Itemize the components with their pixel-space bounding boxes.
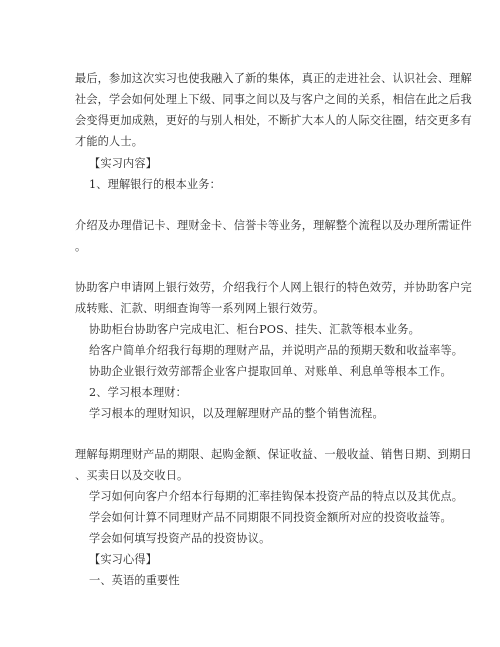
paragraph-line: 理解每期理财产品的期限、起购金额、保证收益、一般收益、销售日期、到期日 <box>75 448 472 461</box>
paragraph-line: 学习如何向客户介绍本行每期的汇率挂钩保本投资产品的特点以及其优点。 <box>89 490 464 503</box>
paragraph-line: 会变得更加成熟，更好的与别人相处，不断扩大本人的人际交往圈，结交更多有 <box>75 114 472 127</box>
paragraph-line: 介绍及办理借记卡、理财金卡、信誉卡等业务，理解整个流程以及办理所需证件 <box>75 219 472 232</box>
paragraph-line: 协助客户申请网上银行效劳，介绍我行个人网上银行的特色效劳，并协助客户完 <box>75 281 472 294</box>
paragraph-line: 学习根本的理财知识，以及理解理财产品的整个销售流程。 <box>89 407 384 420</box>
subheading-financial-management: 2、学习根本理财： <box>89 386 187 399</box>
paragraph-line: 学会如何计算不同理财产品不同期限不同投资金额所对应的投资收益等。 <box>89 511 452 524</box>
section-heading-internship-content: 【实习内容】 <box>89 157 158 170</box>
paragraph-line: 成转账、汇款、明细查询等一系列网上银行效劳。 <box>75 302 325 315</box>
paragraph-line: 、买卖日以及交收日。 <box>75 469 189 482</box>
subheading-english-importance: 一、英语的重要性 <box>89 574 180 587</box>
section-heading-internship-reflections: 【实习心得】 <box>89 553 158 566</box>
paragraph-line: 社会，学会如何处理上下级、同事之间以及与客户之间的关系，相信在此之后我 <box>75 93 472 106</box>
paragraph-line: 最后，参加这次实习也使我融入了新的集体，真正的走进社会、认识社会、理解 <box>75 72 472 85</box>
paragraph-line: 学会如何填写投资产品的投资协议。 <box>89 532 271 545</box>
paragraph-line: 协助企业银行效劳部帮企业客户提取回单、对账单、利息单等根本工作。 <box>89 365 452 378</box>
paragraph-line: 。 <box>75 240 87 253</box>
paragraph-line: 协助柜台协助客户完成电汇、柜台POS、挂失、汇款等根本业务。 <box>89 323 420 336</box>
subheading-banking-business: 1、理解银行的根本业务： <box>89 178 221 191</box>
paragraph-line: 才能的人士。 <box>75 135 144 148</box>
paragraph-line: 给客户简单介绍我行每期的理财产品，并说明产品的预期天数和收益率等。 <box>89 344 464 357</box>
